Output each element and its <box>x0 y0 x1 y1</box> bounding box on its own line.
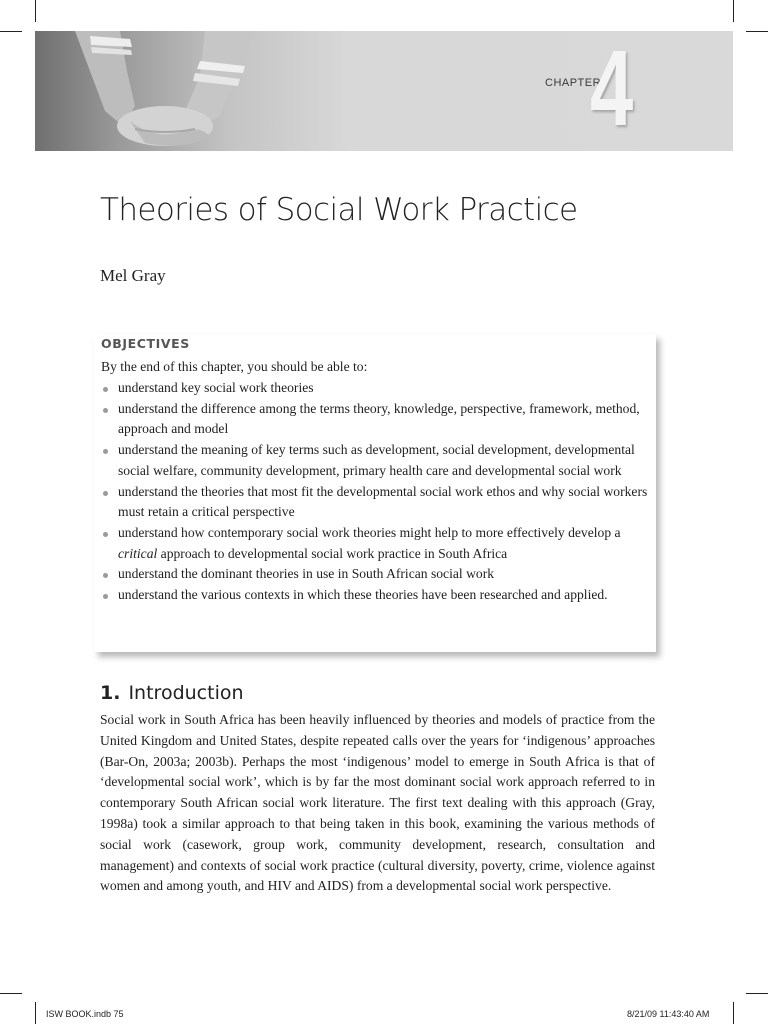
chapter-title: Theories of Social Work Practice <box>100 192 578 228</box>
crop-mark <box>35 0 36 22</box>
chapter-label: CHAPTER <box>545 77 602 89</box>
footer-file-info: ISW BOOK.indb 75 <box>46 1009 124 1019</box>
crop-mark <box>0 31 22 32</box>
objectives-heading: OBJECTIVES <box>101 336 190 351</box>
section-number: 1. <box>100 682 121 704</box>
crop-mark <box>746 31 768 32</box>
crop-mark <box>733 0 734 22</box>
crop-mark <box>0 993 22 994</box>
section-title: Introduction <box>128 682 244 704</box>
objectives-intro: By the end of this chapter, you should be able to: <box>101 359 368 374</box>
emphasis-critical: critical <box>118 545 158 561</box>
chapter-number: 4 <box>590 27 631 148</box>
objective-item: understand the difference among the terms theory, knowledge, perspective, framework, method, approach and model <box>101 399 649 440</box>
crop-mark <box>35 1002 36 1024</box>
crop-mark <box>733 1002 734 1024</box>
objectives-list <box>101 378 649 606</box>
section-heading <box>100 682 244 704</box>
objective-item: understand how contemporary social work theories might help to more effectively develop a critical approach to developmental social work practice in South Africa <box>101 523 649 564</box>
objective-item: understand the meaning of key terms such as development, social development, developmental social welfare, community development, primary health care and developmental social work <box>101 440 649 481</box>
author-name: Mel Gray <box>100 266 166 285</box>
objective-item: understand the dominant theories in use in South African social work <box>101 564 649 585</box>
body-paragraph: Social work in South Africa has been heavily influenced by theories and models of practice from the United Kingdom and United States, despite repeated calls over the years for ‘indigenous’ approaches (Bar-On, 2003a; 2003b). Perhaps the most ‘indigenous’ model to emerge in South Africa is that of ‘developmental social work’, which is by far the most dominant social work approach referred to in contemporary South African social work literature. The first text dealing with this approach (Gray, 1998a) took a similar approach to that being taken in this book, examining the various methods of social work (casework, group work, community development, research, consultation and management) and contexts of social work practice (cultural diversity, poverty, crime, violence against women and among youth, and HIV and AIDS) from a developmental social work perspective. <box>100 712 655 894</box>
objective-item: understand the theories that most fit the developmental social work ethos and why social workers must retain a critical perspective <box>101 482 649 523</box>
objective-item: understand key social work theories <box>101 378 649 399</box>
objective-item: understand the various contexts in which these theories have been researched and applied. <box>101 585 649 606</box>
footer-timestamp: 8/21/09 11:43:40 AM <box>627 1009 710 1019</box>
crop-mark <box>746 993 768 994</box>
